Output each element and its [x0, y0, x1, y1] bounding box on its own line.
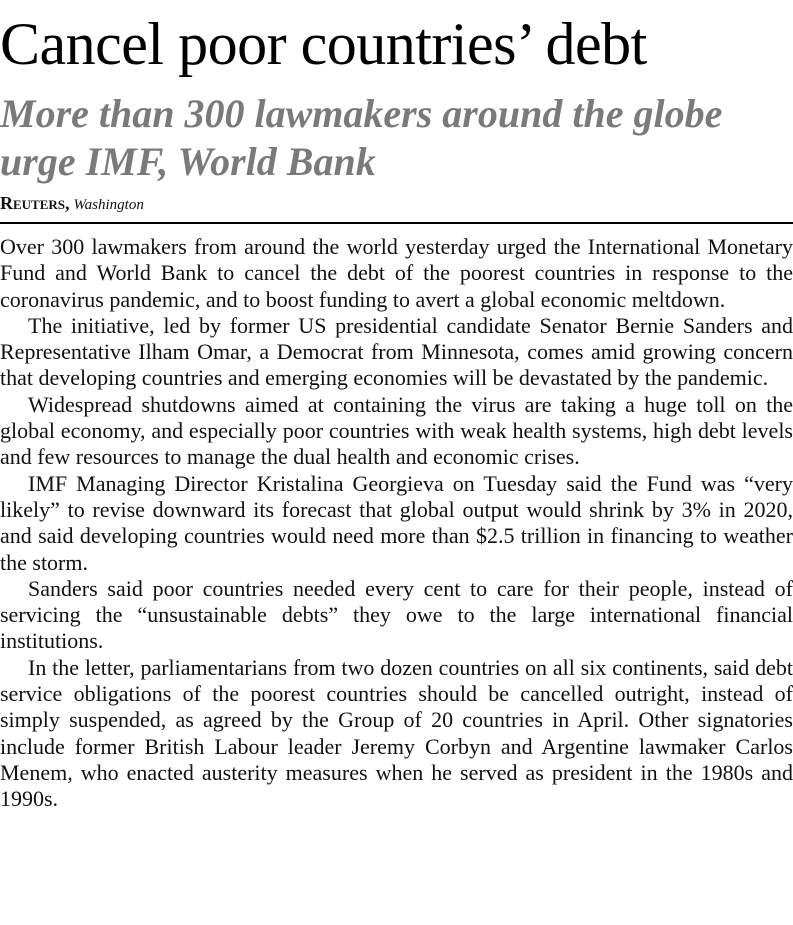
paragraph: Sanders said poor countries needed every cent to care for their people, instead of servicing the “unsustainable debts” they owe to the large international financial institutions. [0, 575, 793, 654]
headline: Cancel poor countries’ debt [0, 11, 647, 77]
article-body [0, 234, 793, 813]
paragraph: Widespread shutdowns aimed at containing the virus are taking a huge toll on the global economy, and especially poor countries with weak health systems, high debt levels and few resources to manage the dual health and economic crises. [0, 391, 793, 470]
divider-rule [0, 222, 793, 224]
byline [0, 192, 793, 216]
paragraph: Over 300 lawmakers from around the world yesterday urged the International Monetary Fund and World Bank to cancel the debt of the poorest countries in response to the coronavirus pandemic, and to boost funding to avert a global economic meltdown. [0, 234, 793, 312]
byline-agency: Reuters, [0, 193, 70, 213]
paragraph: In the letter, parliamentarians from two dozen countries on all six continents, said debt service obligations of the poorest countries should be cancelled outright, instead of simply suspended, as agreed by the Group of 20 countries in April. Other signatories include former British Labour leader Jeremy Corbyn and Argentine lawmaker Carlos Menem, who enacted austerity measures when he served as president in the 1980s and 1990s. [0, 654, 793, 812]
paragraph: The initiative, led by former US presidential candidate Senator Bernie Sanders and Representative Ilham Omar, a Democrat from Minnesota, comes amid growing concern that developing countries and emerging economies will be devastated by the pandemic. [0, 312, 793, 391]
paragraph: IMF Managing Director Kristalina Georgieva on Tuesday said the Fund was “very likely” to revise downward its forecast that global output would shrink by 3% in 2020, and said developing countries would need more than $2.5 trillion in financing to weather the storm. [0, 470, 793, 575]
subheadline: More than 300 lawmakers around the globe urge IMF, World Bank [0, 91, 723, 184]
byline-dateline: Washington [73, 197, 144, 213]
